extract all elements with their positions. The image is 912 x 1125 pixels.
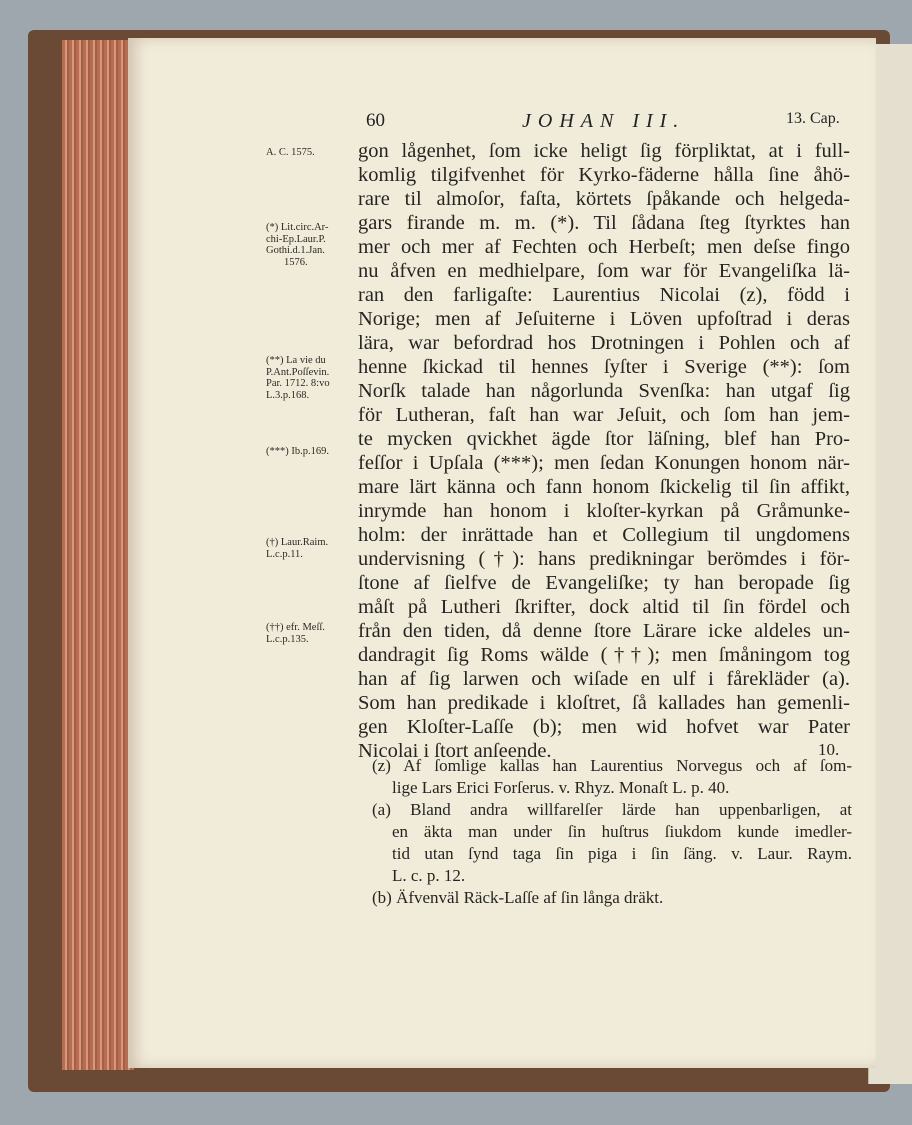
text-line: dandragit ſig Roms wälde (††); men ſmåningom tog — [358, 644, 850, 666]
footnote-line: tid utan ſynd taga ſin piga i ſin ſäng. v. Laur. Raym. — [392, 844, 852, 863]
text-line: ran den farligaſte: Laurentius Nicolai (z), född i — [358, 284, 850, 306]
text-line: mare lärt känna och fann honom ſkickelig til ſin affikt, — [358, 476, 850, 498]
margin-note-line: L.c.p.11. — [266, 548, 303, 560]
text-line: Nicolai i ſtort anſeende. — [358, 740, 552, 762]
running-title: JOHAN III. — [522, 110, 686, 132]
margin-note — [266, 222, 358, 268]
text-line: måſt på Lutheri ſkrifter, dock altid til ſin fördel och — [358, 596, 850, 618]
footnote-line: (a) Bland andra willfarelſer lärde han uppenbarligen, at — [372, 800, 852, 819]
text-line: henne ſkickad til hennes ſyſter i Sverige (**): ſom — [358, 356, 850, 378]
margin-note — [266, 355, 358, 401]
margin-note — [266, 537, 358, 560]
text-line: rare til almoſor, faſta, körtets ſpåkande och helgeda- — [358, 188, 850, 210]
margin-note-line: A. C. 1575. — [266, 147, 315, 158]
text-line: för Lutheran, faſt han war Jeſuit, och ſom han jem- — [358, 404, 850, 426]
footnote-line: lige Lars Erici Forſerus. v. Rhyz. Monaſt L. p. 40. — [392, 778, 730, 797]
footnote-line: (b) Äfvenväl Räck-Laſſe af ſin långa dräkt. — [372, 888, 664, 907]
margin-note-line: (††) efr. Meſſ. — [266, 622, 325, 633]
text-line: te mycken qvickhet ägde ſtor läſning, blef han Pro- — [358, 428, 850, 450]
text-line: Norſk talade han någorlunda Svenſka: han utgaf ſig — [358, 380, 850, 402]
margin-note-line: L.3.p.168. — [266, 389, 310, 401]
margin-note-line: (†) Laur.Raim. — [266, 537, 329, 548]
text-line: inrymde han honom i kloſter-kyrkan på Gråmunke- — [358, 500, 850, 522]
text-line: gon lågenhet, ſom icke heligt ſig förpliktat, at i full- — [358, 140, 850, 162]
margin-note-line: L.c.p.135. — [266, 633, 309, 645]
text-line: holm: der inrättade han et Collegium til ungdomens — [358, 524, 850, 546]
margin-note-line: (*) Lit.circ.Ar- — [266, 222, 329, 233]
text-line: undervisning (†): hans predikningar berömdes i för- — [358, 548, 850, 570]
margin-note-line: (***) Ib.p.169. — [266, 446, 329, 457]
margin-note — [266, 446, 358, 458]
page-number: 60 — [366, 110, 385, 131]
text-line: Norige; men af Jeſuiterne i Löven upfoſtrad i deras — [358, 308, 850, 330]
margin-note-line: (**) La vie du — [266, 355, 326, 366]
text-line: från den tiden, då denne ſtore Lärare icke aldeles un- — [358, 620, 850, 642]
margin-note-line: 1576. — [284, 256, 308, 268]
page-edges — [62, 40, 134, 1070]
text-line: Som han predikade i kloſtret, ſå kallades han gemenli- — [358, 692, 850, 714]
margin-note — [266, 147, 358, 159]
footnote-line: (z) Af ſomlige kallas han Laurentius Norvegus och af ſom- — [372, 756, 852, 775]
text-line: mer och mer af Fechten och Herbeſt; men deſse fingo — [358, 236, 850, 258]
text-line: han af ſig larwen och wiſade en ulf i fårekläder (a). — [358, 668, 850, 690]
footnote-line: en äkta man under ſin huſtrus ſiukdom kunde imedler- — [392, 822, 852, 841]
text-line: lära, war befordrad hos Drotningen i Pohlen och af — [358, 332, 850, 354]
margin-note-line: Par. 1712. 8:vo — [266, 378, 330, 389]
text-line: feſſor i Upſala (***); men ſedan Konungen honom när- — [358, 452, 850, 474]
catchword: 10. — [818, 740, 840, 759]
text-line: gars firande m. m. (*). Til ſådana ſteg ſtyrktes han — [358, 212, 850, 234]
text-line: gen Kloſter-Laſſe (b); men wid hofvet war Pater — [358, 716, 850, 738]
margin-note-line: P.Ant.Poſſevin. — [266, 366, 330, 378]
chapter-label: 13. Cap. — [786, 110, 840, 127]
margin-note-line: Gothi.d.1.Jan. — [266, 245, 325, 256]
text-line: komlig tilgifvenhet för Kyrko-fäderne hålla ſine åhö- — [358, 164, 850, 186]
footnote-line: L. c. p. 12. — [392, 866, 466, 885]
text-line: nu åfven en medhielpare, ſom war för Evangeliſka lä- — [358, 260, 850, 282]
text-line: ſtone af ſielfve de Evangeliſke; ty han beropade ſig — [358, 572, 850, 594]
margin-note-line: chi-Ep.Laur.P. — [266, 233, 326, 245]
margin-note — [266, 622, 358, 645]
footnotes — [372, 755, 852, 909]
